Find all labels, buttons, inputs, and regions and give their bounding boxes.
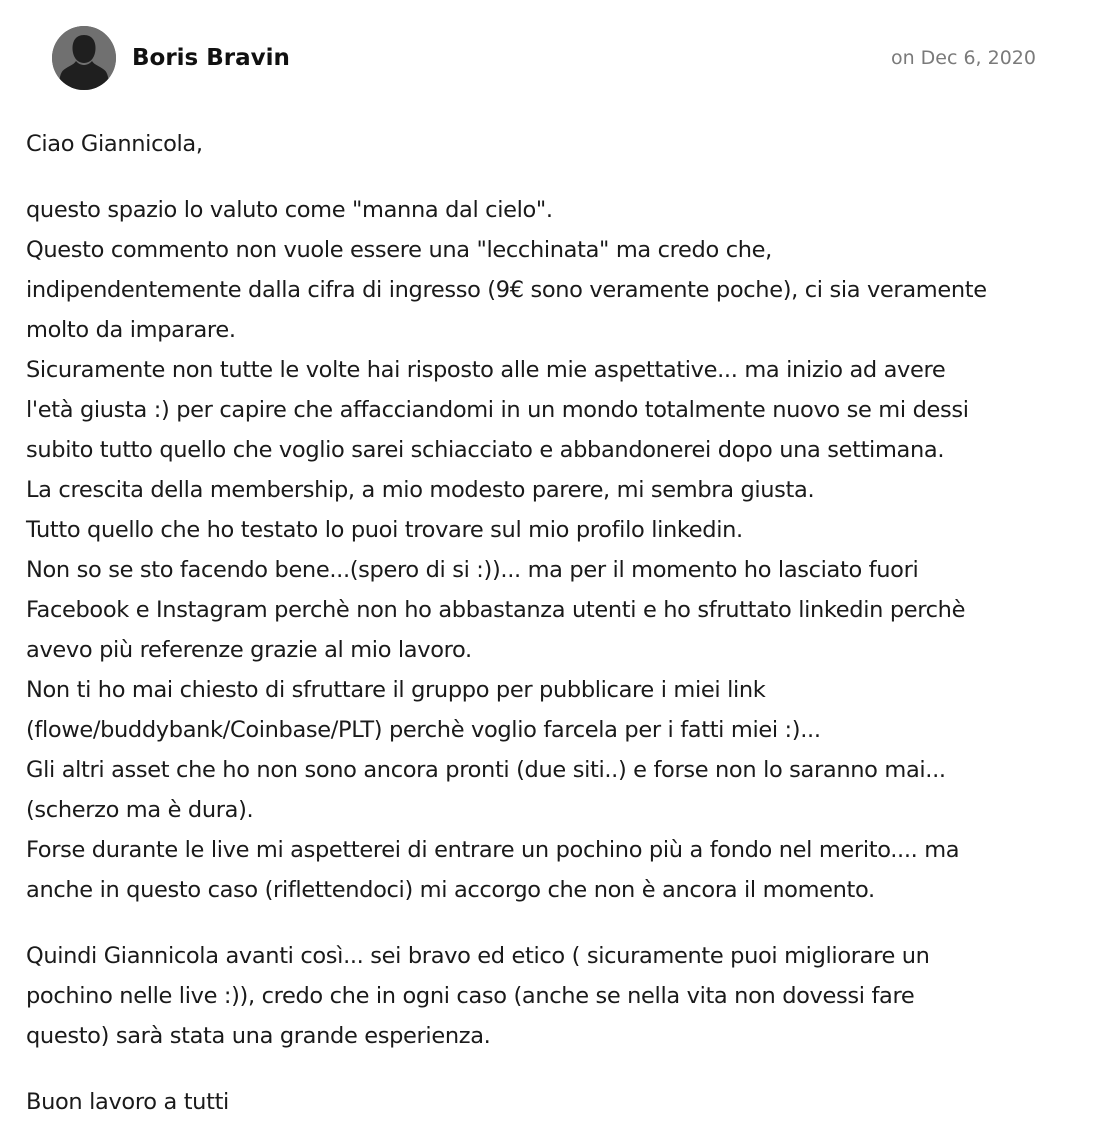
comment-text-line: questo) sarà stata una grande esperienza. <box>26 1023 491 1049</box>
comment-text-line: questo spazio lo valuto come "manna dal cielo". <box>26 197 553 223</box>
user-silhouette-icon <box>52 26 116 90</box>
comment-text-line: anche in questo caso (riflettendoci) mi accorgo che non è ancora il momento. <box>26 877 875 903</box>
comment-text-line: Tutto quello che ho testato lo puoi trovare sul mio profilo linkedin. <box>26 517 743 543</box>
comment-text-line: molto da imparare. <box>26 317 236 343</box>
comment-body <box>26 124 1076 1122</box>
comment-text-line: Quindi Giannicola avanti così... sei bravo ed etico ( sicuramente puoi migliorare un <box>26 943 930 969</box>
comment-text-line: avevo più referenze grazie al mio lavoro. <box>26 637 472 663</box>
comment-text-line: Non so se sto facendo bene...(spero di si :))... ma per il momento ho lasciato fuori <box>26 557 919 583</box>
comment-text-line: l'età giusta :) per capire che affacciandomi in un mondo totalmente nuovo se mi dessi <box>26 397 969 423</box>
comment-text-line: Non ti ho mai chiesto di sfruttare il gruppo per pubblicare i miei link <box>26 677 766 703</box>
comment-paragraph <box>26 1082 1076 1122</box>
comment-text-line: Ciao Giannicola, <box>26 131 203 157</box>
comment-text-line: Questo commento non vuole essere una "lecchinata" ma credo che, <box>26 237 772 263</box>
comment-text-line: La crescita della membership, a mio modesto parere, mi sembra giusta. <box>26 477 815 503</box>
comment-paragraph <box>26 936 1076 1056</box>
comment-paragraph <box>26 124 1076 164</box>
comment-text-line: Forse durante le live mi aspetterei di entrare un pochino più a fondo nel merito.... ma <box>26 837 960 863</box>
comment-text-line: Sicuramente non tutte le volte hai risposto alle mie aspettative... ma inizio ad avere <box>26 357 946 383</box>
avatar[interactable] <box>52 26 116 90</box>
comment-text-line: (flowe/buddybank/Coinbase/PLT) perchè voglio farcela per i fatti miei :)... <box>26 717 821 743</box>
comment-text-line: subito tutto quello che voglio sarei schiacciato e abbandonerei dopo una settimana. <box>26 437 945 463</box>
comment-text-line: Gli altri asset che ho non sono ancora pronti (due siti..) e forse non lo saranno mai... <box>26 757 946 783</box>
comment-header <box>26 0 1076 118</box>
comment-text-line: Facebook e Instagram perchè non ho abbastanza utenti e ho sfruttato linkedin perchè <box>26 597 966 623</box>
comment-text-line: indipendentemente dalla cifra di ingresso (9€ sono veramente poche), ci sia veramente <box>26 277 987 303</box>
comment-text-line: (scherzo ma è dura). <box>26 797 254 823</box>
comment-paragraph <box>26 190 1076 910</box>
comment-text-line: Buon lavoro a tutti <box>26 1089 229 1115</box>
comment-date: on Dec 6, 2020 <box>890 47 1036 69</box>
comment-text-line: pochino nelle live :)), credo che in ogni caso (anche se nella vita non dovessi fare <box>26 983 915 1009</box>
author-name[interactable]: Boris Bravin <box>132 45 290 71</box>
